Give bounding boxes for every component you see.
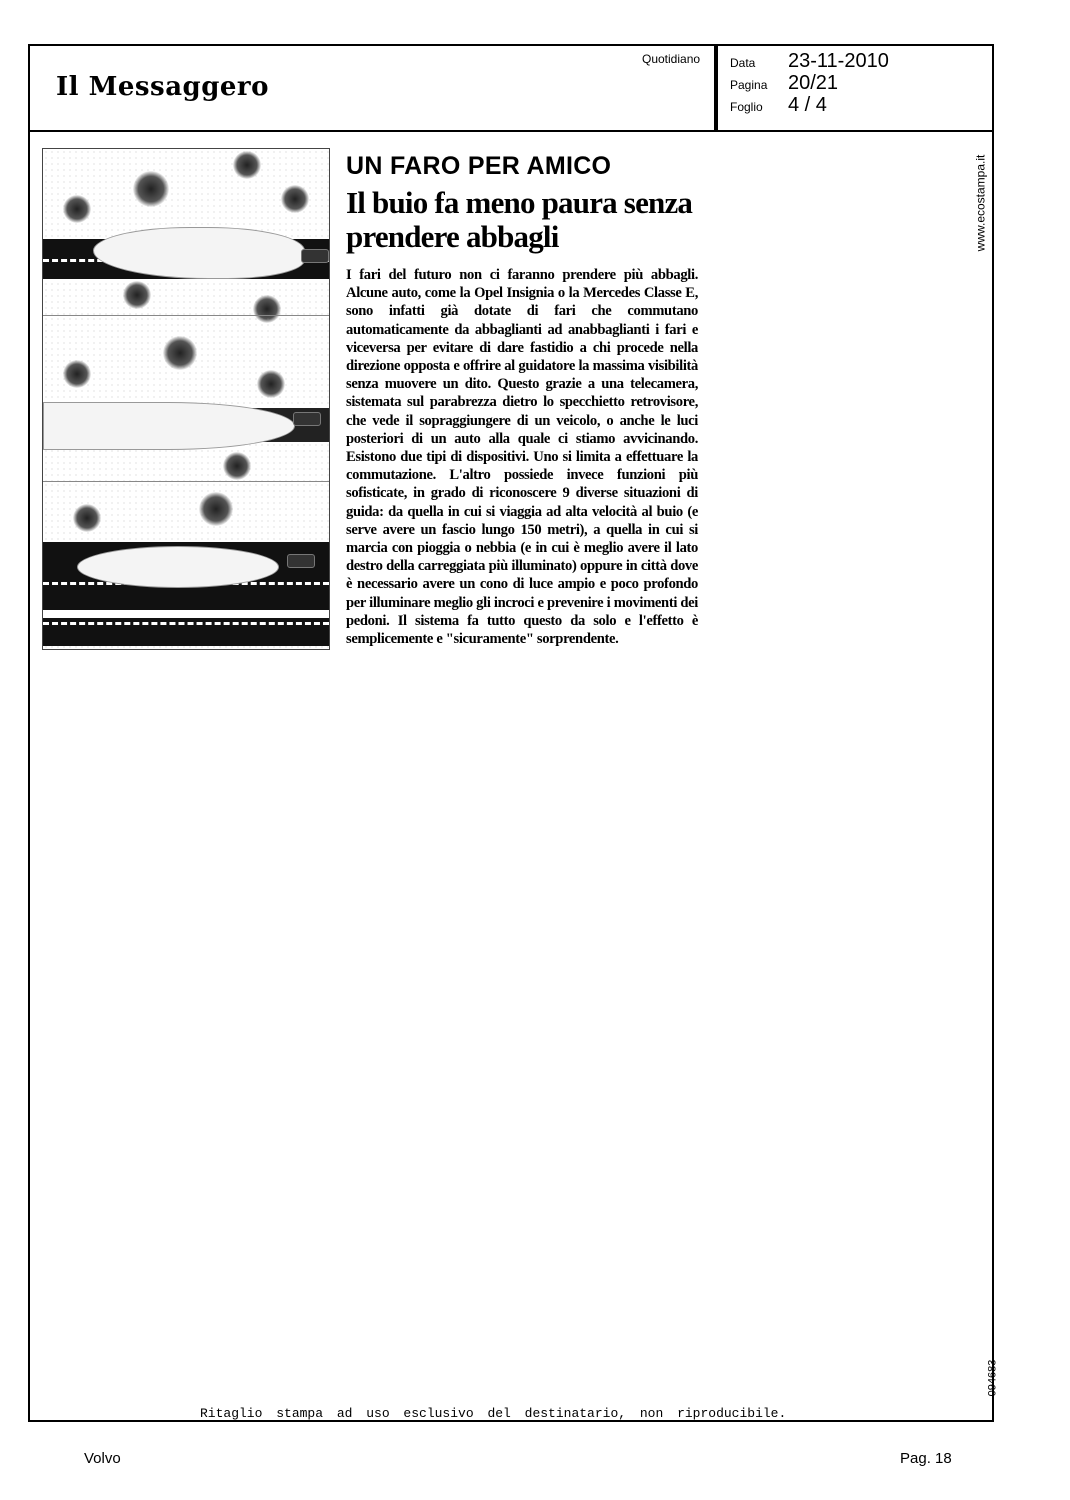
tree-shape — [63, 360, 91, 388]
illustration-panel-2 — [43, 315, 329, 482]
headlight-beam — [77, 546, 279, 588]
illustration-panel-1 — [43, 149, 329, 315]
tree-shape — [133, 171, 169, 207]
tree-shape — [281, 185, 309, 213]
date-label: Data — [730, 56, 756, 70]
publication-type: Quotidiano — [642, 52, 701, 66]
masthead-logo: Il Messaggero — [56, 72, 269, 102]
sheet-value: 4 / 4 — [788, 94, 827, 116]
header — [30, 46, 992, 132]
tree-shape — [73, 504, 101, 532]
header-divider — [714, 46, 718, 130]
sheet-label: Foglio — [730, 100, 763, 114]
tree-shape — [163, 336, 197, 370]
page-label: Pagina — [730, 78, 768, 92]
page-value: 20/21 — [788, 72, 839, 94]
page-row — [726, 72, 986, 94]
side-strip — [973, 96, 1020, 1416]
copyright-note: Ritaglio stampa ad uso esclusivo del destinatario, non riproducibile. — [200, 1406, 787, 1421]
clipping-code: 094683 — [986, 1359, 999, 1397]
header-info — [726, 50, 986, 116]
car-shape — [293, 412, 321, 426]
tree-shape — [233, 151, 261, 179]
website-label: www.ecostampa.it — [973, 154, 988, 252]
illustration-panel-3 — [43, 481, 329, 650]
article-body: I fari del futuro non ci faranno prendere più abbagli. Alcune auto, come la Opel Insignia o la Mercedes Classe E, sono infatti già dotate di fari che commutano automaticamente da abbaglianti ad anabbaglianti i fari e viceversa per evitare di dare fastidio a chi procede nella direzione opposta e offrire al guidatore la massima visibilità senza muovere un dito. Questo grazie a una telecamera, sistemata sul parabrezza dietro lo specchietto retrovisore, che vede il sopraggiungere di un veicolo, o anche le luci posteriori di un auto alla quale ci stiamo avvicinando. Esistono due tipi di dispositivi. Uno si limita a effettuare la commutazione. L'altro possiede invece funzioni più sofisticate, in grado di riconoscere 9 diverse situazioni di guida: da quella in cui si viaggia ad alta velocità al buio (e serve avere un fascio lungo 150 metri), a quella in cui si marcia con pioggia o nebbia (e in cui è meglio avere il lato destro della carreggiata più illuminato) oppure in città dove è necessario avere un cono di luce ampio e poco profondo per illuminare meglio gli incroci e prevenire i movimenti dei pedoni. Il sistema fa tutto questo da solo e l'effetto è semplicemente e "sicuramente" sorprendente. — [346, 267, 698, 648]
tree-shape — [123, 281, 151, 309]
car-shape — [301, 249, 329, 263]
tree-shape — [199, 492, 233, 526]
car-shape — [287, 554, 315, 568]
lane-marking — [43, 622, 329, 625]
headlight-illustration — [42, 148, 330, 650]
sheet-row — [726, 94, 986, 116]
date-row — [726, 50, 986, 72]
tree-shape — [257, 370, 285, 398]
date-value: 23-11-2010 — [788, 50, 889, 72]
tree-shape — [63, 195, 91, 223]
road-divider — [43, 610, 329, 618]
article-headline: Il buio fa meno paura senza prendere abbagli — [346, 185, 693, 254]
tree-shape — [223, 452, 251, 480]
page-number: Pag. 18 — [900, 1450, 952, 1467]
client-name: Volvo — [84, 1450, 121, 1467]
headlight-beam — [43, 402, 295, 450]
article-kicker: UN FARO PER AMICO — [346, 152, 612, 180]
